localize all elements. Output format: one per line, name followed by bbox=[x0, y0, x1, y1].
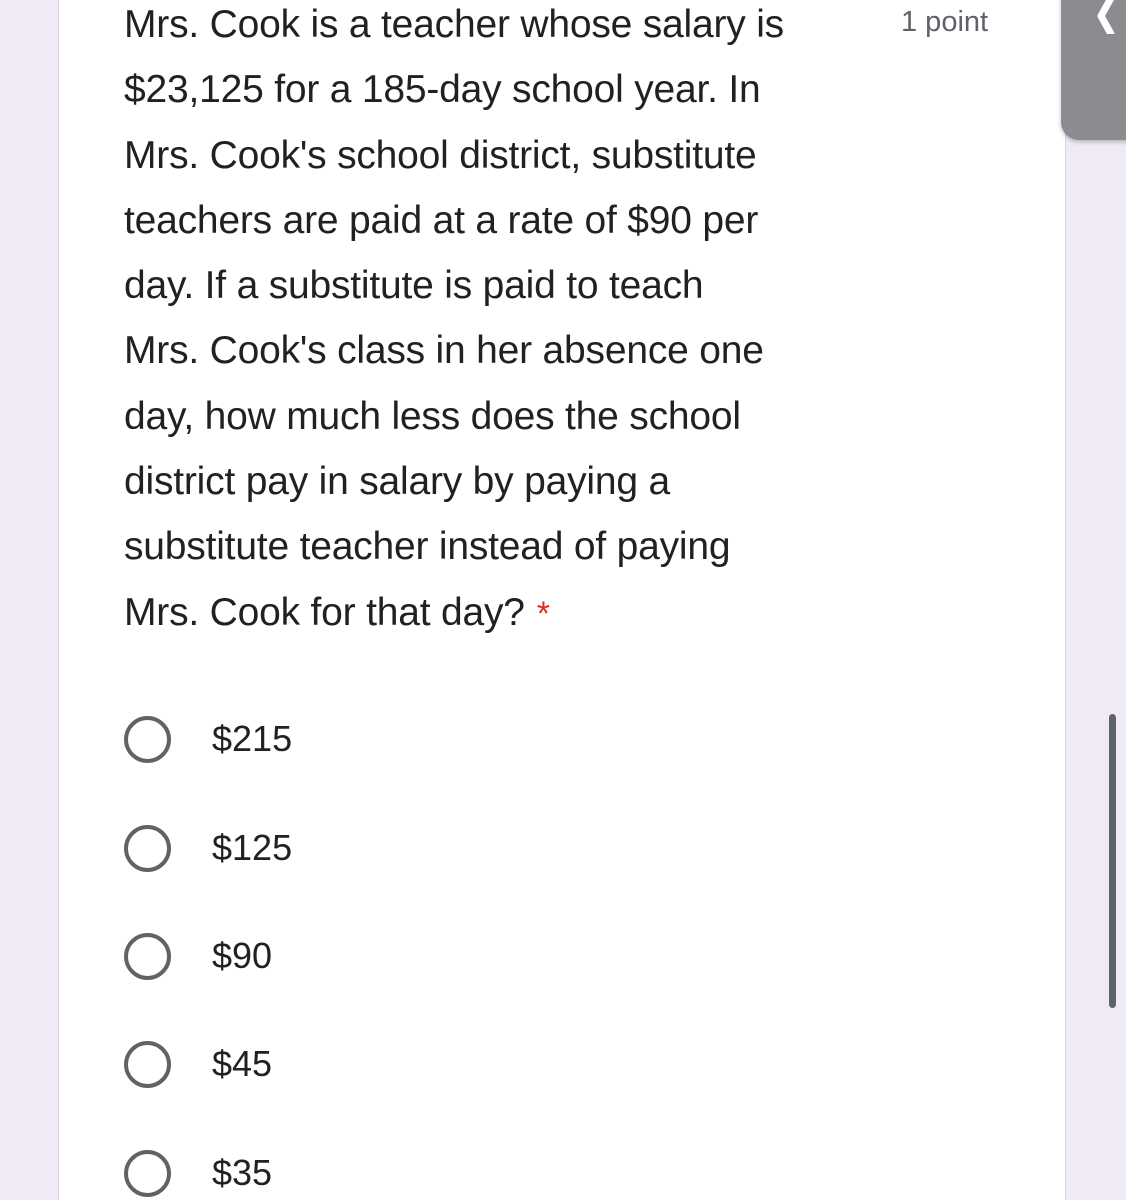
radio-button[interactable] bbox=[124, 1150, 171, 1197]
radio-button[interactable] bbox=[124, 716, 171, 763]
radio-button[interactable] bbox=[124, 825, 171, 872]
points-label: 1 point bbox=[901, 6, 989, 38]
question-line-last bbox=[124, 580, 884, 647]
option-label: $215 bbox=[212, 718, 293, 759]
scrollbar-thumb[interactable] bbox=[1109, 714, 1116, 1008]
option-125[interactable] bbox=[124, 793, 524, 903]
option-label: $90 bbox=[212, 935, 273, 976]
option-label: $125 bbox=[212, 827, 293, 868]
option-label: $45 bbox=[212, 1043, 273, 1084]
question-line: teachers are paid at a rate of $90 per bbox=[124, 198, 759, 242]
option-215[interactable] bbox=[124, 684, 524, 794]
question-line: substitute teacher instead of paying bbox=[124, 525, 731, 569]
question-text bbox=[124, 0, 884, 647]
radio-button[interactable] bbox=[124, 1041, 171, 1088]
question-line: $23,125 for a 185-day school year. In bbox=[124, 68, 761, 112]
question-line: Mrs. Cook is a teacher whose salary is bbox=[124, 3, 784, 46]
option-label: $35 bbox=[212, 1152, 273, 1193]
question-line-text: Mrs. Cook for that day? bbox=[124, 590, 525, 634]
chevron-left-icon bbox=[1081, 0, 1121, 34]
question-line: day. If a substitute is paid to teach bbox=[124, 264, 704, 308]
side-panel-tab[interactable] bbox=[1061, 0, 1126, 140]
option-45[interactable] bbox=[124, 1009, 524, 1119]
radio-button[interactable] bbox=[124, 933, 171, 980]
option-90[interactable] bbox=[124, 901, 524, 1011]
required-marker: * bbox=[536, 594, 550, 633]
question-line: Mrs. Cook's class in her absence one bbox=[124, 329, 764, 373]
question-line: day, how much less does the school bbox=[124, 394, 741, 438]
question-line: Mrs. Cook's school district, substitute bbox=[124, 133, 757, 177]
question-line: district pay in salary by paying a bbox=[124, 460, 670, 504]
option-35[interactable] bbox=[124, 1118, 524, 1200]
